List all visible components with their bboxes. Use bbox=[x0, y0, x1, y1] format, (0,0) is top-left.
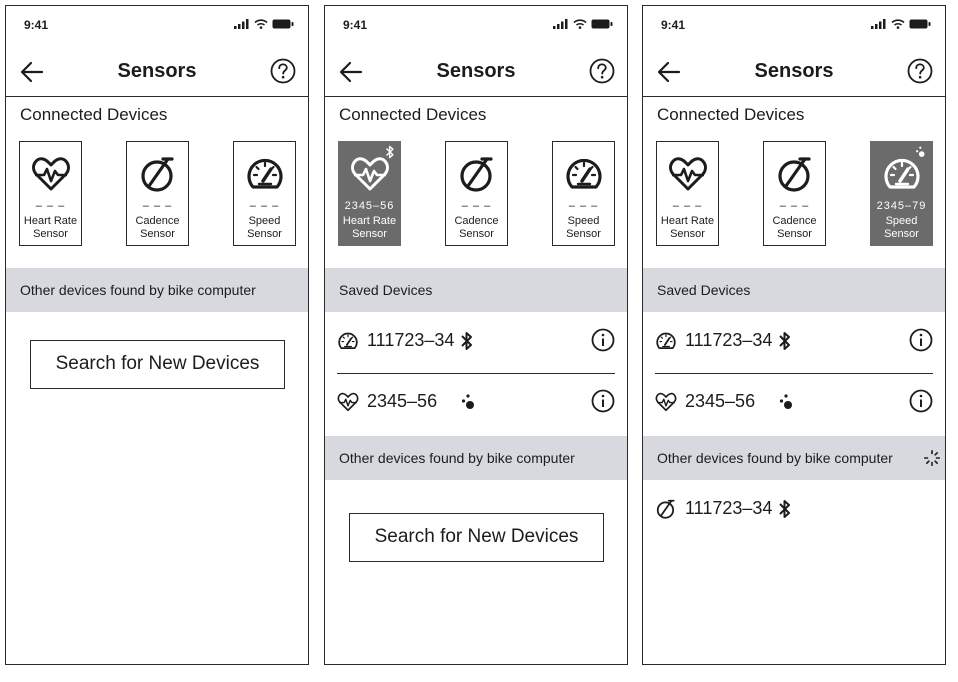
nav-bar bbox=[325, 46, 627, 97]
sensor-value: – – – bbox=[672, 200, 703, 212]
sensor-label: Sensor bbox=[670, 228, 705, 240]
help-icon[interactable] bbox=[270, 58, 296, 84]
sensor-label: Sensor bbox=[33, 228, 68, 240]
saved-device-row[interactable] bbox=[643, 373, 945, 433]
sensor-label: Sensor bbox=[566, 228, 601, 240]
connected-devices-title: Connected Devices bbox=[657, 105, 805, 124]
sensor-label: Cadence bbox=[772, 215, 817, 227]
info-icon[interactable] bbox=[909, 389, 933, 413]
cadence-icon bbox=[655, 498, 677, 520]
sensor-label: Speed bbox=[885, 215, 918, 227]
saved-devices-label: Saved Devices bbox=[657, 282, 751, 298]
phone-screen-1 bbox=[5, 5, 309, 665]
wifi-icon bbox=[254, 19, 268, 29]
ant-plus-icon bbox=[461, 392, 477, 412]
status-time: 9:41 bbox=[343, 18, 368, 32]
wifi-icon bbox=[891, 19, 905, 29]
sensor-label: Cadence bbox=[135, 215, 180, 227]
cadence-sensor-tile[interactable] bbox=[445, 141, 508, 246]
other-devices-label: Other devices found by bike computer bbox=[20, 282, 256, 298]
help-icon[interactable] bbox=[907, 58, 933, 84]
saved-devices-label: Saved Devices bbox=[339, 282, 433, 298]
ant-plus-icon bbox=[779, 392, 795, 412]
connected-devices-title: Connected Devices bbox=[339, 105, 487, 124]
sensor-label: Sensor bbox=[777, 228, 812, 240]
sensor-label: Sensor bbox=[884, 228, 919, 240]
heart-rate-icon bbox=[655, 391, 677, 413]
help-icon[interactable] bbox=[589, 58, 615, 84]
cadence-sensor-tile[interactable] bbox=[126, 141, 189, 246]
saved-devices-header bbox=[325, 268, 627, 312]
phone-screen-2 bbox=[324, 5, 628, 665]
sensor-label: Heart Rate bbox=[660, 215, 715, 227]
status-bar bbox=[325, 6, 627, 46]
sensor-label: Sensor bbox=[140, 228, 175, 240]
speedometer-icon bbox=[882, 154, 922, 194]
sensor-value: – – – bbox=[568, 200, 599, 212]
heart-rate-icon bbox=[350, 154, 390, 194]
heart-rate-sensor-tile[interactable] bbox=[338, 141, 401, 246]
status-time: 9:41 bbox=[24, 18, 49, 32]
signal-icon bbox=[871, 19, 887, 29]
other-devices-label: Other devices found by bike computer bbox=[657, 450, 893, 466]
heart-rate-icon bbox=[337, 391, 359, 413]
device-id: 111723–34 bbox=[685, 498, 773, 518]
heart-rate-sensor-tile[interactable] bbox=[19, 141, 82, 246]
search-new-devices-button[interactable]: Search for New Devices bbox=[349, 513, 604, 562]
cadence-icon bbox=[457, 154, 497, 194]
saved-device-row[interactable] bbox=[643, 312, 945, 372]
signal-icon bbox=[553, 19, 569, 29]
sensor-value: 2345–56 bbox=[344, 200, 395, 212]
sensor-value: – – – bbox=[142, 200, 173, 212]
signal-icon bbox=[234, 19, 250, 29]
info-icon[interactable] bbox=[591, 389, 615, 413]
page-title: Sensors bbox=[117, 60, 197, 82]
speed-sensor-tile[interactable] bbox=[870, 141, 933, 246]
status-bar bbox=[6, 6, 308, 46]
sensor-label: Cadence bbox=[454, 215, 499, 227]
page-title: Sensors bbox=[754, 60, 834, 82]
sensor-label: Speed bbox=[567, 215, 600, 227]
sensor-label: Sensor bbox=[352, 228, 387, 240]
heart-rate-icon bbox=[668, 154, 708, 194]
bluetooth-icon bbox=[460, 331, 474, 351]
sensor-label: Heart Rate bbox=[23, 215, 78, 227]
nav-bar bbox=[6, 46, 308, 97]
saved-device-row[interactable] bbox=[325, 373, 627, 433]
found-device-row[interactable] bbox=[643, 480, 945, 540]
device-id: 111723–34 bbox=[367, 330, 455, 350]
sensor-value: 2345–79 bbox=[876, 200, 927, 212]
bluetooth-icon bbox=[778, 331, 792, 351]
info-icon[interactable] bbox=[591, 328, 615, 352]
sensor-value: – – – bbox=[249, 200, 280, 212]
wifi-icon bbox=[573, 19, 587, 29]
sensor-label: Sensor bbox=[459, 228, 494, 240]
sensor-value: – – – bbox=[461, 200, 492, 212]
speedometer-icon bbox=[245, 154, 285, 194]
bluetooth-icon bbox=[778, 499, 792, 519]
heart-rate-sensor-tile[interactable] bbox=[656, 141, 719, 246]
device-id: 111723–34 bbox=[685, 330, 773, 350]
loading-spinner-icon bbox=[923, 449, 941, 467]
saved-devices-header bbox=[643, 268, 945, 312]
battery-icon bbox=[272, 19, 294, 29]
speed-sensor-tile[interactable] bbox=[552, 141, 615, 246]
page-title: Sensors bbox=[436, 60, 516, 82]
battery-icon bbox=[591, 19, 613, 29]
nav-bar bbox=[643, 46, 945, 97]
status-time: 9:41 bbox=[661, 18, 686, 32]
battery-icon bbox=[909, 19, 931, 29]
other-devices-header bbox=[325, 436, 627, 480]
other-devices-header bbox=[6, 268, 308, 312]
cadence-icon bbox=[138, 154, 178, 194]
status-bar bbox=[643, 6, 945, 46]
speedometer-icon bbox=[337, 330, 359, 352]
connected-devices-title: Connected Devices bbox=[20, 105, 168, 124]
other-devices-label: Other devices found by bike computer bbox=[339, 450, 575, 466]
cadence-icon bbox=[775, 154, 815, 194]
sensor-label: Sensor bbox=[247, 228, 282, 240]
other-devices-header bbox=[643, 436, 945, 480]
speedometer-icon bbox=[655, 330, 677, 352]
speedometer-icon bbox=[564, 154, 604, 194]
sensor-value: – – – bbox=[35, 200, 66, 212]
info-icon[interactable] bbox=[909, 328, 933, 352]
sensor-label: Heart Rate bbox=[342, 215, 397, 227]
heart-rate-icon bbox=[31, 154, 71, 194]
phone-screen-3 bbox=[642, 5, 946, 665]
sensor-label: Speed bbox=[248, 215, 281, 227]
search-new-devices-button[interactable]: Search for New Devices bbox=[30, 340, 285, 389]
saved-device-row[interactable] bbox=[325, 312, 627, 372]
sensor-value: – – – bbox=[779, 200, 810, 212]
speed-sensor-tile[interactable] bbox=[233, 141, 296, 246]
cadence-sensor-tile[interactable] bbox=[763, 141, 826, 246]
device-id: 2345–56 bbox=[685, 391, 756, 411]
device-id: 2345–56 bbox=[367, 391, 438, 411]
